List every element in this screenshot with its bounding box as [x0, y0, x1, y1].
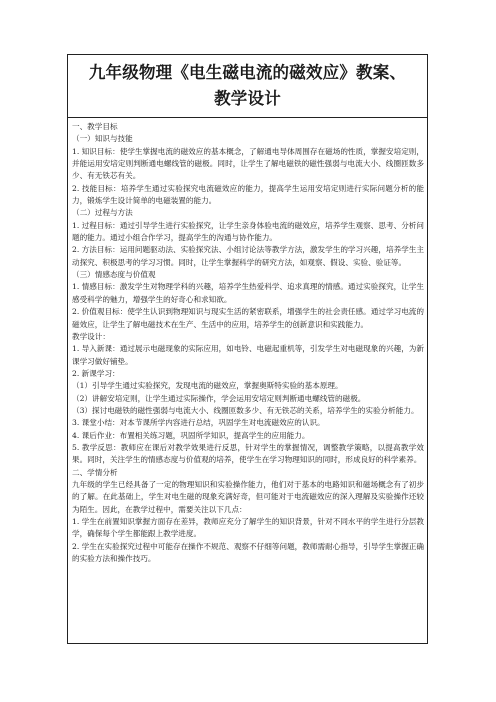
paragraph-new-lesson: 2. 新课学习： — [72, 368, 120, 378]
paragraph-value-goal: 2. 价值观目标：使学生认识到物理知识与现实生活的紧密联系，增强学生的社会责任感。通过学习电流的磁效应，让学生了解电磁技术在生产、生活中的应用，培养学生的创新意识和实践能力。 — [72, 307, 424, 329]
title-line-2: 教学设计 — [214, 89, 281, 108]
paragraph-emotion-goal: 1. 情感目标：激发学生对物理学科的兴趣，培养学生热爱科学、追求真理的情感。通过实验探究，让学生感受科学的魅力，增强学生的好奇心和求知欲。 — [72, 282, 424, 304]
paragraph-reflection: 5. 教学反思：教师应在课后对教学效果进行反思，针对学生的掌握情况，调整教学策略，以提高教学效果。同时，关注学生的情感态度与价值观的培养，使学生在学习物理知识的同时，形成良好的科学素养。 — [72, 442, 424, 465]
subheading-process-method: （二）过程与方法 — [72, 208, 133, 218]
section-heading-analysis: 二、学情分析 — [72, 467, 118, 477]
paragraph-introduction: 1. 导入新课：通过展示电磁现象的实际应用，如电铃、电磁起重机等，引发学生对电磁现象的兴趣，为新课学习做好铺垫。 — [72, 344, 424, 366]
paragraph-analysis-2: 2. 学生在实验探究过程中可能存在操作不规范、观察不仔细等问题，教师需耐心指导，引导学生掌握正确的实验方法和操作技巧。 — [72, 541, 424, 564]
paragraph-skill-goal: 2. 技能目标：培养学生通过实验探究电流磁效应的能力，提高学生运用安培定则进行实际问题分析的能力，锻炼学生设计简单的电磁装置的能力。 — [72, 183, 424, 206]
paragraph-analysis-1: 1. 学生在前置知识掌握方面存在差异，教师应充分了解学生的知识背景，针对不同水平的学生进行分层教学，确保每个学生都能跟上教学进度。 — [72, 517, 424, 539]
paragraph-method-goal: 2. 方法目标：运用问题驱动法、实验探究法、小组讨论法等教学方法，激发学生的学习兴趣，培养学生主动探究、积极思考的学习习惯。同时，让学生掌握科学的研究方法，如观察、假设、实验、验证等。 — [72, 245, 424, 267]
document-body — [68, 118, 427, 565]
paragraph-analysis-intro: 九年级的学生已经具备了一定的物理知识和实验操作能力，他们对于基本的电路知识和磁场概念有了初步的了解。在此基础上，学生对电生磁的现象充满好奇，但可能对于电流磁效应的深入理解及实验操作还较为陌生。因此，在教学过程中，需要关注以下几点： — [72, 479, 424, 514]
heading-teaching-design: 教学设计： — [72, 331, 110, 341]
paragraph-process-goal: 1. 过程目标：通过引导学生进行实验探究，让学生亲身体验电流的磁效应，培养学生观察、思考、分析问题的能力。通过小组合作学习，提高学生的沟通与协作能力。 — [72, 220, 424, 243]
subheading-knowledge-skills: （一）知识与技能 — [72, 134, 133, 144]
paragraph-step-1: （1）引导学生通过实验探究，发现电流的磁效应，掌握奥斯特实验的基本原理。 — [72, 381, 343, 391]
paragraph-step-3: （3）探讨电磁铁的磁性强弱与电流大小、线圈匝数多少、有无铁芯的关系，培养学生的实验分析能力。 — [72, 405, 419, 415]
section-heading-objectives: 一、教学目标 — [72, 122, 118, 131]
document-frame — [67, 54, 428, 644]
paragraph-homework: 4. 课后作业：布置相关练习题，巩固所学知识，提高学生的应用能力。 — [72, 430, 310, 440]
paragraph-step-2: （2）讲解安培定则，让学生通过实际操作，学会运用安培定则判断通电螺线管的磁极。 — [72, 393, 366, 403]
title-block — [68, 55, 427, 118]
subheading-attitude-values: （三）情感态度与价值观 — [72, 270, 156, 280]
paragraph-summary: 3. 课堂小结：对本节课所学内容进行总结，巩固学生对电流磁效应的认识。 — [72, 418, 325, 428]
paragraph-knowledge-goal: 1. 知识目标：使学生掌握电流的磁效应的基本概念，了解通电导体周围存在磁场的性质，掌握安培定则，并能运用安培定则判断通电螺线管的磁极。同时，让学生了解电磁铁的磁性强弱与电流大小、线圈匝数多少、有无铁芯有关。 — [72, 146, 424, 181]
title-line-1: 九年级物理《电生磁电流的磁效应》教案、 — [88, 63, 407, 82]
